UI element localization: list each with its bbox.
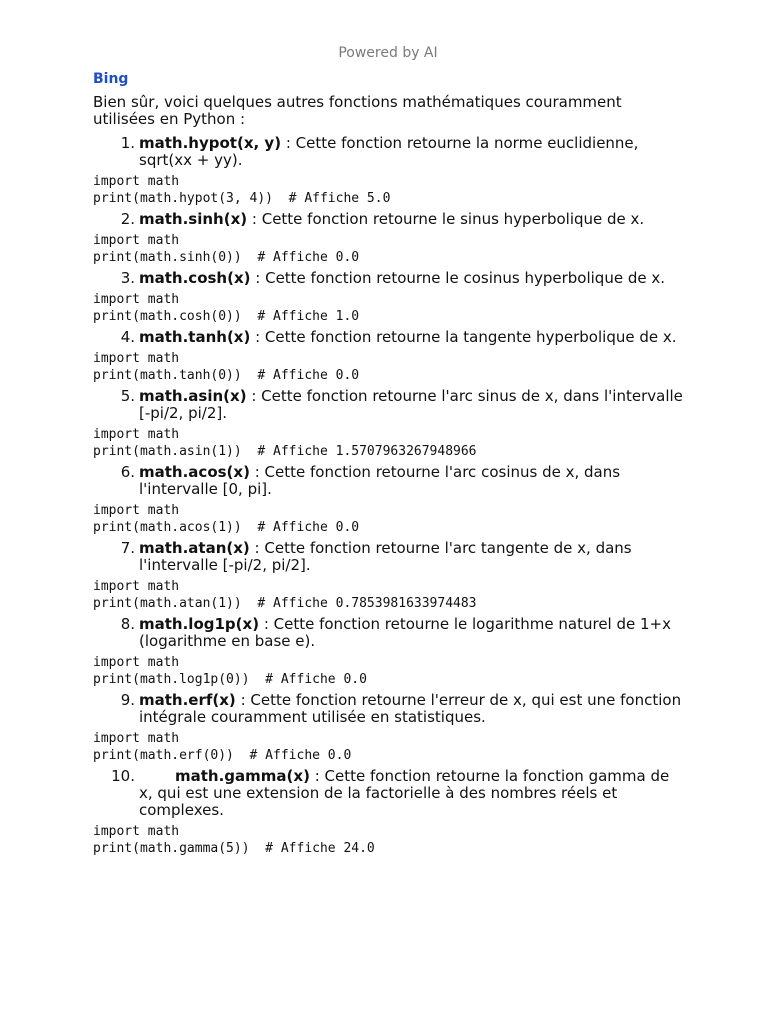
- list-item-number: 9.: [120, 691, 135, 709]
- code-line: import math: [93, 731, 180, 746]
- function-description: : Cette fonction retourne l'arc tangente de x, dans l'intervalle [-pi/2, pi/2].: [139, 539, 632, 574]
- function-name: math.log1p(x): [139, 615, 260, 633]
- function-description: : Cette fonction retourne l'erreur de x, qui est une fonction intégrale couramment utilisée en statistiques.: [139, 691, 682, 726]
- function-name: math.cosh(x): [139, 269, 251, 287]
- code-line: import math: [93, 174, 180, 189]
- list-item-text: [139, 464, 683, 498]
- function-description: : Cette fonction retourne la tangente hyperbolique de x.: [250, 328, 677, 346]
- function-name: math.acos(x): [139, 463, 250, 481]
- list-item-text: [139, 329, 683, 346]
- code-line: print(math.sinh(0)) # Affiche 0.0: [93, 250, 360, 265]
- function-name: math.tanh(x): [139, 328, 251, 346]
- list-item: [93, 464, 683, 498]
- list-item-number: 1.: [120, 134, 135, 152]
- code-line: print(math.erf(0)) # Affiche 0.0: [93, 748, 352, 763]
- intro-text: Bien sûr, voici quelques autres fonctions mathématiques couramment utilisées en Python :: [93, 93, 622, 128]
- sender-name: Bing: [93, 71, 129, 87]
- document-page: [93, 44, 683, 861]
- list-item-number: 10.: [111, 767, 135, 785]
- list-item-text: [139, 616, 683, 650]
- code-line: import math: [93, 427, 180, 442]
- list-item: [93, 692, 683, 726]
- code-block: [93, 823, 683, 857]
- code-line: print(math.atan(1)) # Affiche 0.7853981633974483: [93, 596, 477, 611]
- list-item-number: 5.: [120, 387, 135, 405]
- list-item: [93, 768, 683, 819]
- function-description: : Cette fonction retourne la fonction gamma de x, qui est une extension de la factorielle à des nombres réels et complexes.: [139, 767, 670, 819]
- code-block: [93, 502, 683, 536]
- list-item: [93, 616, 683, 650]
- list-item-text: [139, 211, 683, 228]
- powered-by-label: Powered by AI: [338, 45, 438, 61]
- function-description: : Cette fonction retourne l'arc cosinus de x, dans l'intervalle [0, pi].: [139, 463, 621, 498]
- code-block: [93, 350, 683, 384]
- list-item: [93, 211, 683, 228]
- code-line: print(math.acos(1)) # Affiche 0.0: [93, 520, 360, 535]
- function-name: math.asin(x): [139, 387, 247, 405]
- code-block: [93, 578, 683, 612]
- code-line: import math: [93, 351, 180, 366]
- list-item-number: 2.: [120, 210, 135, 228]
- code-line: import math: [93, 655, 180, 670]
- code-line: print(math.gamma(5)) # Affiche 24.0: [93, 841, 375, 856]
- function-name: math.atan(x): [139, 539, 250, 557]
- code-line: print(math.log1p(0)) # Affiche 0.0: [93, 672, 367, 687]
- function-name: math.gamma(x): [175, 767, 310, 785]
- list-item-number: 6.: [120, 463, 135, 481]
- list-item: [93, 270, 683, 287]
- list-item-text: [139, 692, 683, 726]
- function-description: : Cette fonction retourne le logarithme naturel de 1+x (logarithme en base e).: [139, 615, 671, 650]
- function-description: : Cette fonction retourne le sinus hyperbolique de x.: [247, 210, 645, 228]
- list-item: [93, 135, 683, 169]
- list-item-number: 3.: [120, 269, 135, 287]
- function-name: math.sinh(x): [139, 210, 248, 228]
- code-line: print(math.hypot(3, 4)) # Affiche 5.0: [93, 191, 391, 206]
- code-line: import math: [93, 292, 180, 307]
- code-block: [93, 730, 683, 764]
- function-description: : Cette fonction retourne l'arc sinus de x, dans l'intervalle [-pi/2, pi/2].: [139, 387, 683, 422]
- code-block: [93, 232, 683, 266]
- code-block: [93, 173, 683, 207]
- code-line: import math: [93, 824, 180, 839]
- function-description: : Cette fonction retourne la norme euclidienne, sqrt(xx + yy).: [139, 134, 639, 169]
- list-item-number: 4.: [120, 328, 135, 346]
- function-name: math.hypot(x, y): [139, 134, 282, 152]
- code-block: [93, 426, 683, 460]
- list-item-text: [139, 768, 683, 819]
- list-item: [93, 329, 683, 346]
- function-description: : Cette fonction retourne le cosinus hyperbolique de x.: [250, 269, 665, 287]
- list-item-number: 8.: [120, 615, 135, 633]
- list-item-text: [139, 135, 683, 169]
- list-item: [93, 388, 683, 422]
- list-item-text: [139, 270, 683, 287]
- list-item-text: [139, 388, 683, 422]
- code-line: print(math.cosh(0)) # Affiche 1.0: [93, 309, 360, 324]
- list-item-number: 7.: [120, 539, 135, 557]
- code-line: import math: [93, 233, 180, 248]
- code-line: import math: [93, 503, 180, 518]
- code-block: [93, 291, 683, 325]
- code-block: [93, 654, 683, 688]
- list-item-text: [139, 540, 683, 574]
- list-item: [93, 540, 683, 574]
- code-line: print(math.asin(1)) # Affiche 1.5707963267948966: [93, 444, 477, 459]
- code-line: import math: [93, 579, 180, 594]
- function-name: math.erf(x): [139, 691, 236, 709]
- code-line: print(math.tanh(0)) # Affiche 0.0: [93, 368, 360, 383]
